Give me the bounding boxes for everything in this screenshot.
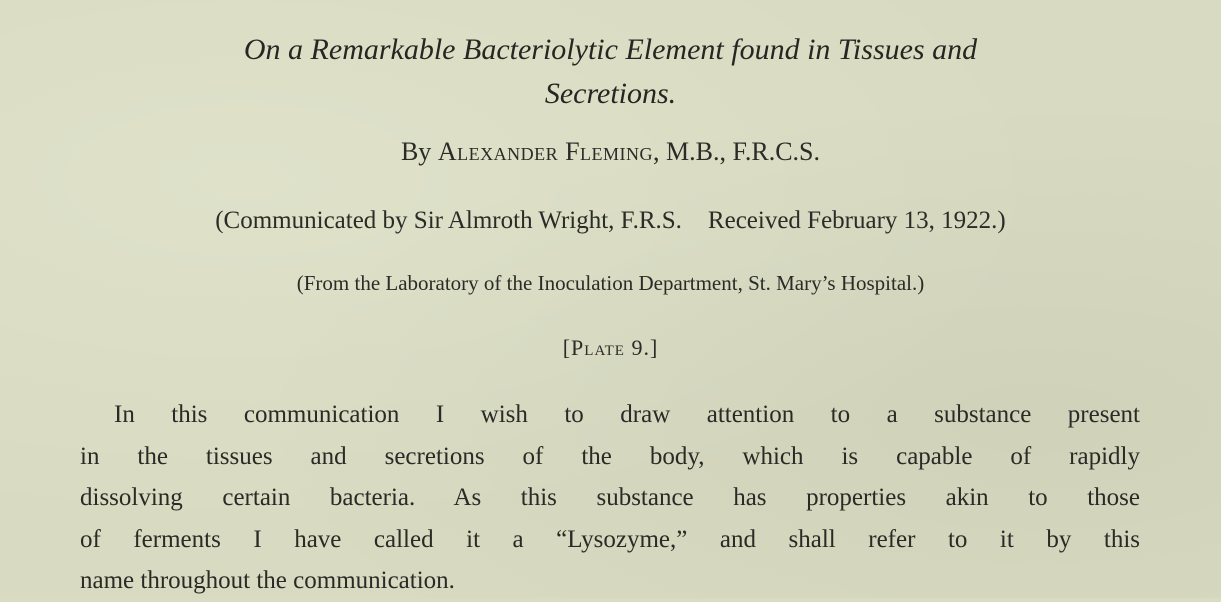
article-title-line-2: Secretions. (544, 77, 677, 110)
article-title-line-1: On a Remarkable Bacteriolytic Element found in Tissues and (243, 33, 978, 66)
communicated-by: (Communicated by Sir Almroth Wright, F.R.S. (215, 207, 682, 234)
article-title (60, 28, 1161, 116)
paragraph-line-1: In this communication I wish to draw attention to a substance present (114, 401, 1140, 428)
intro-paragraph (80, 394, 1140, 602)
author-name: Alexander Fleming (437, 137, 654, 166)
paragraph-line-5: name throughout the communication. (80, 567, 455, 594)
received-date: Received February 13, 1922.) (707, 207, 1006, 234)
paragraph-line-3: dissolving certain bacteria. As this substance has properties akin to those (80, 484, 1140, 511)
author-credentials: , M.B., F.R.C.S. (653, 137, 821, 166)
author-byline (0, 135, 1221, 169)
paragraph-line-2: in the tissues and secretions of the body, which is capable of rapidly (80, 442, 1140, 470)
laboratory-affiliation: (From the Laboratory of the Inoculation Department, St. Mary’s Hospital.) (296, 271, 925, 295)
communication-note (0, 204, 1221, 238)
byline-prefix: By (400, 137, 438, 166)
paragraph-line-4: of ferments I have called it a “Lysozyme,” and shall refer to it by this (80, 525, 1140, 553)
plate-reference: [Plate 9.] (562, 335, 659, 360)
